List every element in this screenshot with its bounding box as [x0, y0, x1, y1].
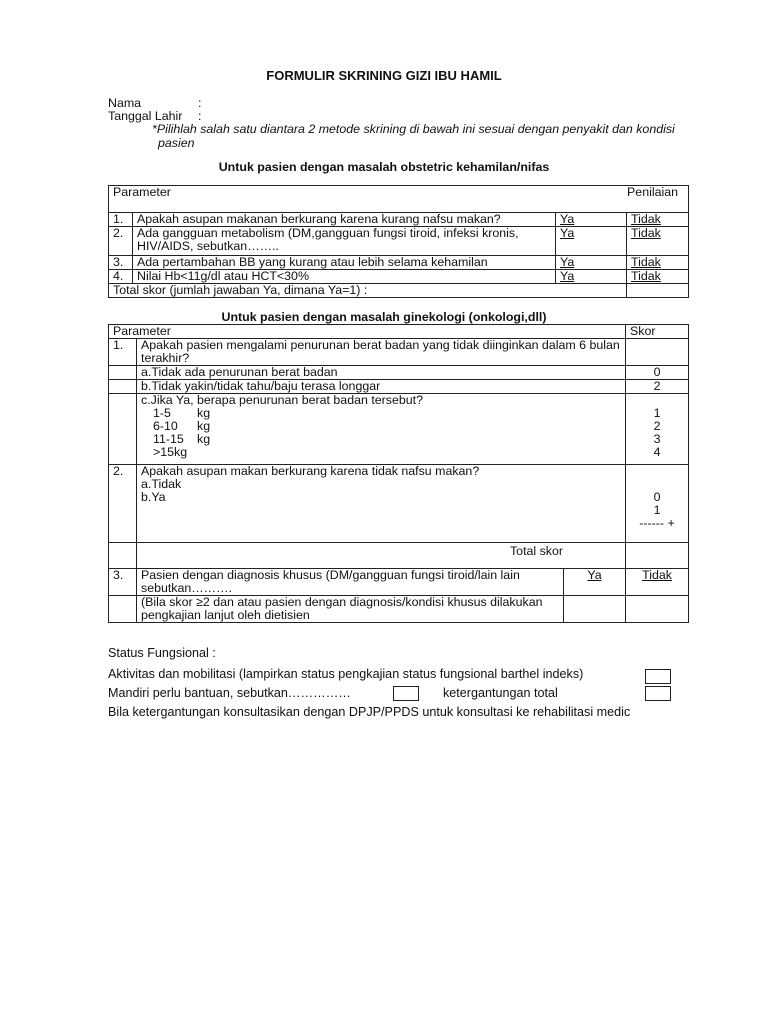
weight-unit: kg: [197, 432, 211, 446]
total-skor-label: Total skor: [137, 543, 626, 569]
gynecology-table: [108, 324, 689, 623]
q2-no: 2.: [109, 465, 137, 543]
sum-line: ------ +: [639, 516, 675, 530]
q2-cell: [137, 465, 626, 543]
col-parameter: Parameter: [109, 325, 626, 339]
row-text: Apakah asupan makanan berkurang karena kurang nafsu makan?: [133, 213, 556, 227]
weight-unit: kg: [197, 419, 211, 433]
ketergantungan-checkbox[interactable]: [645, 686, 671, 701]
row-no: 3.: [109, 256, 133, 270]
tidak-option[interactable]: Tidak: [627, 256, 689, 270]
status-ketergantungan: ketergantungan total: [443, 686, 558, 700]
total-score-label: Total skor (jumlah jawaban Ya, dimana Ya=1) :: [109, 284, 627, 298]
tidak-option[interactable]: Tidak: [627, 213, 689, 227]
q1-option-a[interactable]: a.Tidak ada penurunan berat badan: [137, 366, 626, 380]
q2-option-b[interactable]: b.Ya: [141, 490, 166, 504]
note-text: *Pilihlah salah satu diantara 2 metode skrining di bawah ini sesuai dengan penyakit dan kondisi: [152, 122, 675, 136]
q2-score: [626, 465, 689, 543]
weight-range: 11-15: [153, 432, 184, 446]
ya-option[interactable]: Ya: [556, 270, 627, 284]
mandiri-checkbox[interactable]: [393, 686, 419, 701]
obstetric-table: [108, 185, 689, 298]
q3-text: Pasien dengan diagnosis khusus (DM/gangguan fungsi tiroid/lain lain sebutkan……….: [137, 569, 564, 596]
col-skor: Skor: [626, 325, 689, 339]
score-value: 2: [653, 419, 661, 433]
q1-score-c: [626, 394, 689, 465]
status-heading: Status Fungsional :: [108, 646, 216, 660]
q1-option-c-text: c.Jika Ya, berapa penurunan berat badan tersebut?: [141, 393, 423, 407]
score-value: 1: [653, 406, 661, 420]
status-konsultasi: Bila ketergantungan konsultasikan dengan DPJP/PPDS untuk konsultasi ke rehabilitasi medic: [108, 705, 631, 719]
row-text: Ada pertambahan BB yang kurang atau lebih selama kehamilan: [133, 256, 556, 270]
row-no: 4.: [109, 270, 133, 284]
nama-label: Nama: [108, 96, 142, 110]
score-value: 1: [653, 503, 661, 517]
status-mandiri: Mandiri perlu bantuan, sebutkan……………: [108, 686, 351, 700]
q1-no: 1.: [109, 339, 137, 366]
row-text: Nilai Hb<11g/dl atau HCT<30%: [133, 270, 556, 284]
col-penilaian: Penilaian: [556, 186, 689, 213]
q1-text: Apakah pasien mengalami penurunan berat badan yang tidak diinginkan dalam 6 bulan terakhir?: [137, 339, 626, 366]
nama-colon: :: [198, 96, 202, 110]
total-skor-cell[interactable]: [626, 543, 689, 569]
note-tail: pasien: [158, 136, 195, 150]
section2-heading: Untuk pasien dengan masalah ginekologi (onkologi,dll): [221, 310, 547, 324]
row-no: 2.: [109, 227, 133, 256]
score-value: 3: [653, 432, 661, 446]
weight-range: 6-10: [153, 419, 178, 433]
q3-no: 3.: [109, 569, 137, 596]
weight-range: 1-5: [153, 406, 171, 420]
q1-score-a: 0: [626, 366, 689, 380]
col-parameter: Parameter: [109, 186, 556, 213]
screening-note: [138, 122, 698, 150]
ya-option[interactable]: Ya: [556, 227, 627, 256]
total-score-cell[interactable]: [627, 284, 689, 298]
q1-score-b: 2: [626, 380, 689, 394]
ya-option[interactable]: Ya: [556, 256, 627, 270]
weight-range: >15kg: [153, 445, 188, 459]
row-no: 1.: [109, 213, 133, 227]
q2-option-a[interactable]: a.Tidak: [141, 477, 182, 491]
q1-option-b[interactable]: b.Tidak yakin/tidak tahu/baju terasa longgar: [137, 380, 626, 394]
q2-text: Apakah asupan makan berkurang karena tidak nafsu makan?: [141, 464, 480, 478]
q1-option-c[interactable]: [137, 394, 626, 465]
tanggal-lahir-label: Tanggal Lahir: [108, 109, 183, 123]
section1-heading: Untuk pasien dengan masalah obstetric kehamilan/nifas: [218, 160, 550, 174]
status-aktivitas: Aktivitas dan mobilitasi (lampirkan status pengkajian status fungsional barthel indeks): [108, 667, 584, 681]
tidak-option[interactable]: Tidak: [627, 270, 689, 284]
form-title: FORMULIR SKRINING GIZI IBU HAMIL: [266, 68, 502, 83]
aktivitas-checkbox[interactable]: [645, 669, 671, 684]
ya-option[interactable]: Ya: [564, 569, 626, 596]
tanggal-lahir-colon: :: [198, 109, 202, 123]
tidak-option[interactable]: Tidak: [626, 569, 689, 596]
row-text: Ada gangguan metabolism (DM,gangguan fungsi tiroid, infeksi kronis, HIV/AIDS, sebutkan……..: [133, 227, 556, 256]
q3-note: (Bila skor ≥2 dan atau pasien dengan diagnosis/kondisi khusus dilakukan pengkajian lanjut oleh dietisien: [137, 596, 564, 623]
weight-unit: kg: [197, 406, 211, 420]
ya-option[interactable]: Ya: [556, 213, 627, 227]
score-value: 4: [653, 445, 661, 459]
score-value: 0: [653, 490, 661, 504]
tidak-option[interactable]: Tidak: [627, 227, 689, 256]
